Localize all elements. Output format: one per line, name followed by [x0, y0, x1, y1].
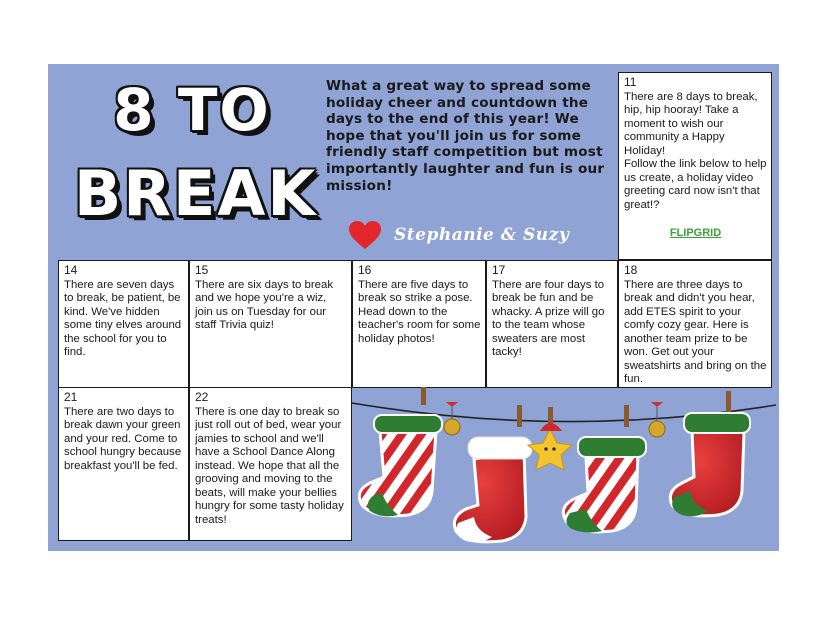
- board-header: [48, 64, 616, 258]
- day-text: There are four days to break be fun and be whacky. A prize will go to the team whose sweaters are most tacky!: [492, 278, 605, 358]
- day-number: 15: [195, 263, 209, 277]
- day-number: 17: [492, 263, 506, 277]
- day-text: There are 8 days to break, hip, hip hooray! Take a moment to wish our community a Happy Holiday! Follow the link below to help us create, a holiday video greeting card now isn't that great!?: [624, 90, 767, 211]
- title-line-2: BREAK: [74, 157, 318, 230]
- stocking-icon: [454, 437, 532, 542]
- heart-icon: [348, 220, 382, 250]
- stocking-icon: [563, 437, 646, 533]
- clothespin-icon: [517, 405, 522, 427]
- day-number: 11: [624, 75, 637, 89]
- signature: Stephanie & Suzy: [394, 225, 570, 245]
- clothespin-icon: [726, 391, 731, 413]
- stocking-icon: [359, 415, 442, 516]
- day-text: There are seven days to break, be patient, be kind. We've hidden some tiny elves around the school for you to find.: [64, 278, 182, 358]
- intro-text: What a great way to spread some holiday cheer and countdown the days to the end of this year! We hope that you'll join us for some friendly staff competition but most importantly laughter and fun is our mission!: [326, 78, 605, 194]
- title-line-1: 8 TO: [113, 76, 271, 144]
- day-number: 21: [64, 390, 78, 404]
- day-cell-11: [618, 72, 772, 260]
- bell-icon: [444, 402, 460, 435]
- day-cell-18: [618, 260, 772, 388]
- day-text: There are two days to break dawn your green and your red. Come to school hungry because breakfast you'll be fed.: [64, 405, 182, 472]
- day-number: 16: [358, 263, 372, 277]
- clothespin-icon: [548, 407, 553, 425]
- clothespin-icon: [421, 387, 426, 405]
- star-icon: [528, 423, 572, 470]
- day-number: 18: [624, 263, 638, 277]
- advent-board: [48, 64, 779, 551]
- day-cell-14: [58, 260, 189, 388]
- day-cell-17: [486, 260, 618, 388]
- day-text: There are three days to break and didn't you hear, add ETES spirit to your comfy cozy gear. Here is another team prize to be won. Get out your sweatshirts and bring on the fun.: [624, 278, 767, 385]
- stockings-garland: [352, 387, 776, 548]
- day-cell-21: [58, 387, 189, 541]
- day-text: There is one day to break so just roll out of bed, wear your jamies to school and we'll have a School Dance Along instead. We hope that all the grooving and moving to the beats, will make your bellies hungry for some tasty holiday treats!: [195, 405, 344, 526]
- signature-row: [348, 220, 569, 250]
- flipgrid-link[interactable]: FLIPGRID: [669, 227, 722, 239]
- day-cell-22: [189, 387, 352, 541]
- clothespin-icon: [624, 405, 629, 427]
- day-cell-15: [189, 260, 352, 388]
- day-text: There are six days to break and we hope you're a wiz, join us on Tuesday for our staff Trivia quiz!: [195, 278, 334, 331]
- day-text: There are five days to break so strike a pose. Head down to the teacher's room for some holiday photos!: [358, 278, 481, 345]
- day-cell-16: [352, 260, 486, 388]
- day-number: 14: [64, 263, 78, 277]
- stocking-icon: [670, 413, 750, 516]
- day-number: 22: [195, 390, 209, 404]
